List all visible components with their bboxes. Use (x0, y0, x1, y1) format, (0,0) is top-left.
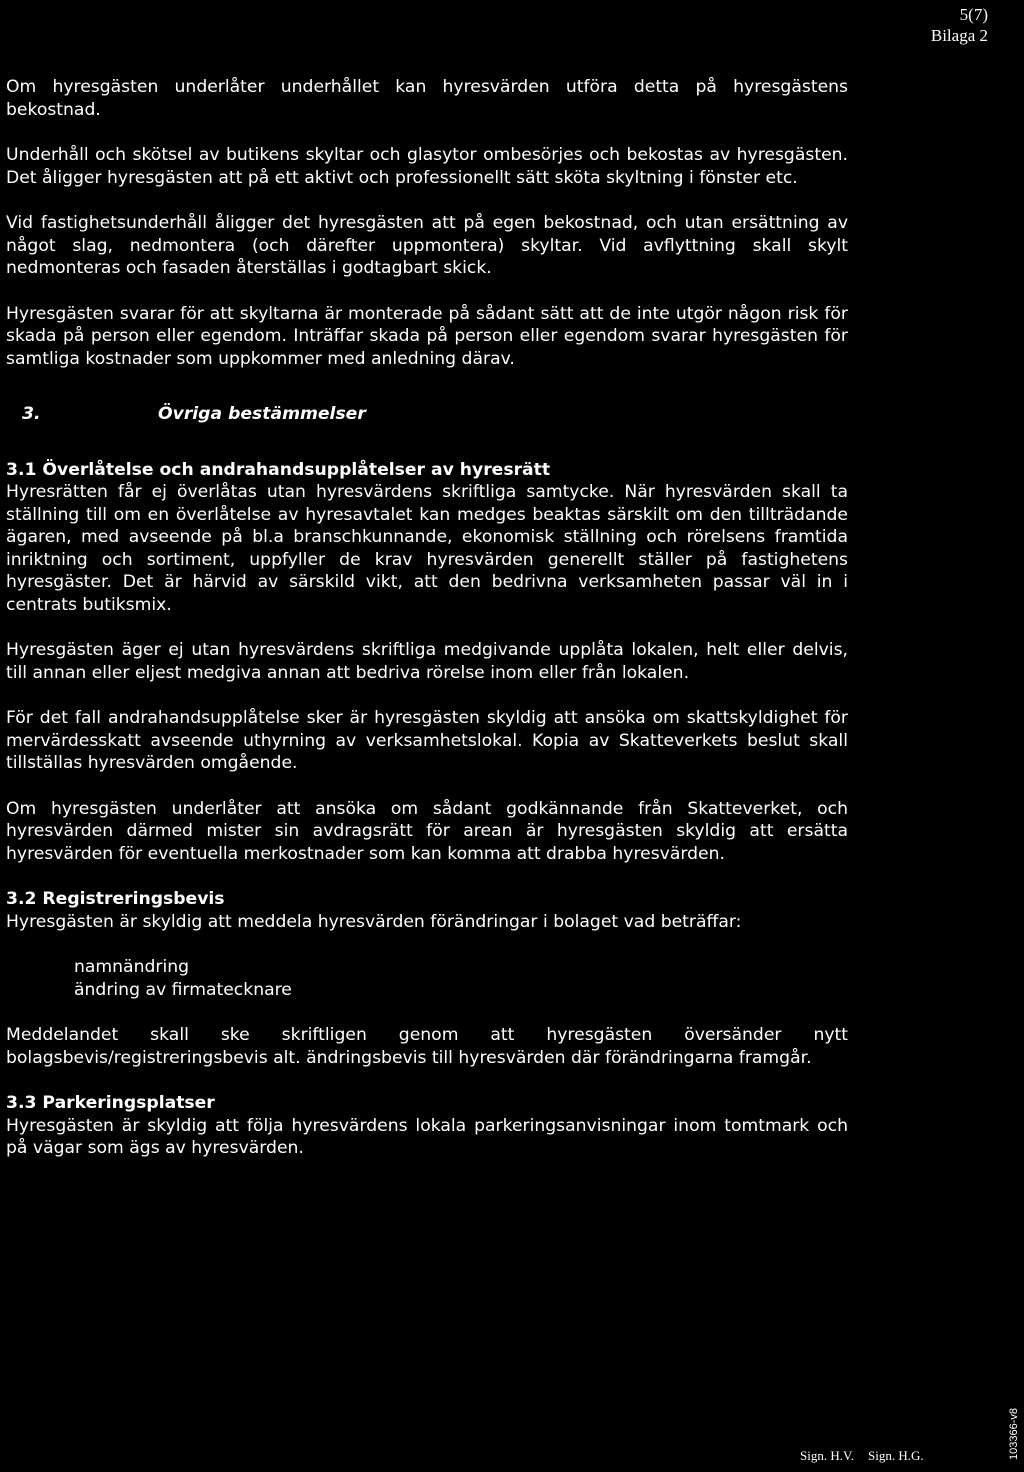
sign-hg: Sign. H.G. (868, 1448, 924, 1463)
list-item: namnändring (74, 957, 190, 977)
paragraph: Vid fastighetsunderhåll åligger det hyresgästen att på egen bekostnad, och utan ersättning av något slag, nedmontera (och därefter uppmontera) skyltar. Vid avflyttning skall skylt nedmonteras och fasaden återställas i godtagbart skick. (6, 213, 848, 278)
paragraph: Hyresgästen äger ej utan hyresvärdens skriftliga medgivande upplåta lokalen, helt eller delvis, till annan eller eljest medgiva annan att bedriva rörelse inom eller från lokalen. (6, 640, 848, 683)
paragraph: Hyresgästen är skyldig att meddela hyresvärden förändringar i bolaget vad beträffar: (6, 911, 742, 932)
page-header (931, 4, 988, 46)
section-heading (6, 403, 848, 426)
attachment-label: Bilaga 2 (930, 26, 988, 45)
paragraph: Hyresgästen svarar för att skyltarna är monterade på sådant sätt att de inte utgör någon risk för skada på person eller egendom. Inträffar skada på person eller egendom svarar hyresgästen för samtliga kostnader som uppkommer med anledning därav. (6, 303, 848, 369)
paragraph: Meddelandet skall ske skriftligen genom att hyresgästen översänder nytt bolagsbevis/registreringsbevis alt. ändringsbevis till hyresvärden där förändringarna framgår. (6, 1025, 848, 1068)
subsection-heading: 3.3 Parkeringsplatser (6, 1093, 215, 1113)
section-title: Övriga bestämmelser (158, 404, 366, 424)
paragraph: Hyresgästen är skyldig att följa hyresvärdens lokala parkeringsanvisningar inom tomtmark och på vägar som ägs av hyresvärden. (6, 1115, 848, 1158)
section-number: 3. (22, 404, 41, 424)
paragraph: Om hyresgästen underlåter underhållet kan hyresvärden utföra detta på hyresgästens bekostnad. (6, 77, 848, 120)
paragraph: Hyresrätten får ej överlåtas utan hyresvärdens skriftliga samtycke. När hyresvärden skall ta ställning till om en överlåtelse av hyresavtalet kan medges beaktas särskilt om den tillträdande ägaren, med avseende på bl.a branschkunnande, ekonomisk ställning och rörelsens framtida inriktning och sortiment, uppfyller de krav hyresvärden generellt ställer på fastighetens hyresgäster. Det är härvid av särskild vikt, att den bedrivna verksamheten passar väl in i centrats butiksmix. (6, 482, 848, 615)
subsection-heading: 3.2 Registreringsbevis (6, 889, 225, 909)
document-code: 103366-v8 (1008, 1408, 1020, 1460)
paragraph: Om hyresgästen underlåter att ansöka om sådant godkännande från Skatteverket, och hyresvärden därmed mister sin avdragsrätt för arean är hyresgästen skyldig att ersätta hyresvärden för eventuella merkostnader som kan komma att drabba hyresvärden. (6, 798, 848, 864)
subsection-heading: 3.1 Överlåtelse och andrahandsupplåtelser av hyresrätt (6, 459, 551, 480)
paragraph: Underhåll och skötsel av butikens skyltar och glasytor ombesörjes och bekostas av hyresgästen. Det åligger hyresgästen att på ett aktivt och professionellt sätt sköta skyltning i fönster etc. (6, 145, 848, 188)
page-number: 5(7) (959, 5, 988, 24)
list-item: ändring av firmatecknare (74, 979, 292, 1000)
paragraph: För det fall andrahandsupplåtelse sker är hyresgästen skyldig att ansöka om skattskyldighet för mervärdesskatt avseende uthyrning av verksamhetslokal. Kopia av Skatteverkets beslut skall tillställas hyresvärden omgående. (6, 708, 848, 773)
sign-hv: Sign. H.V. (800, 1448, 854, 1463)
document-body (6, 76, 848, 1160)
